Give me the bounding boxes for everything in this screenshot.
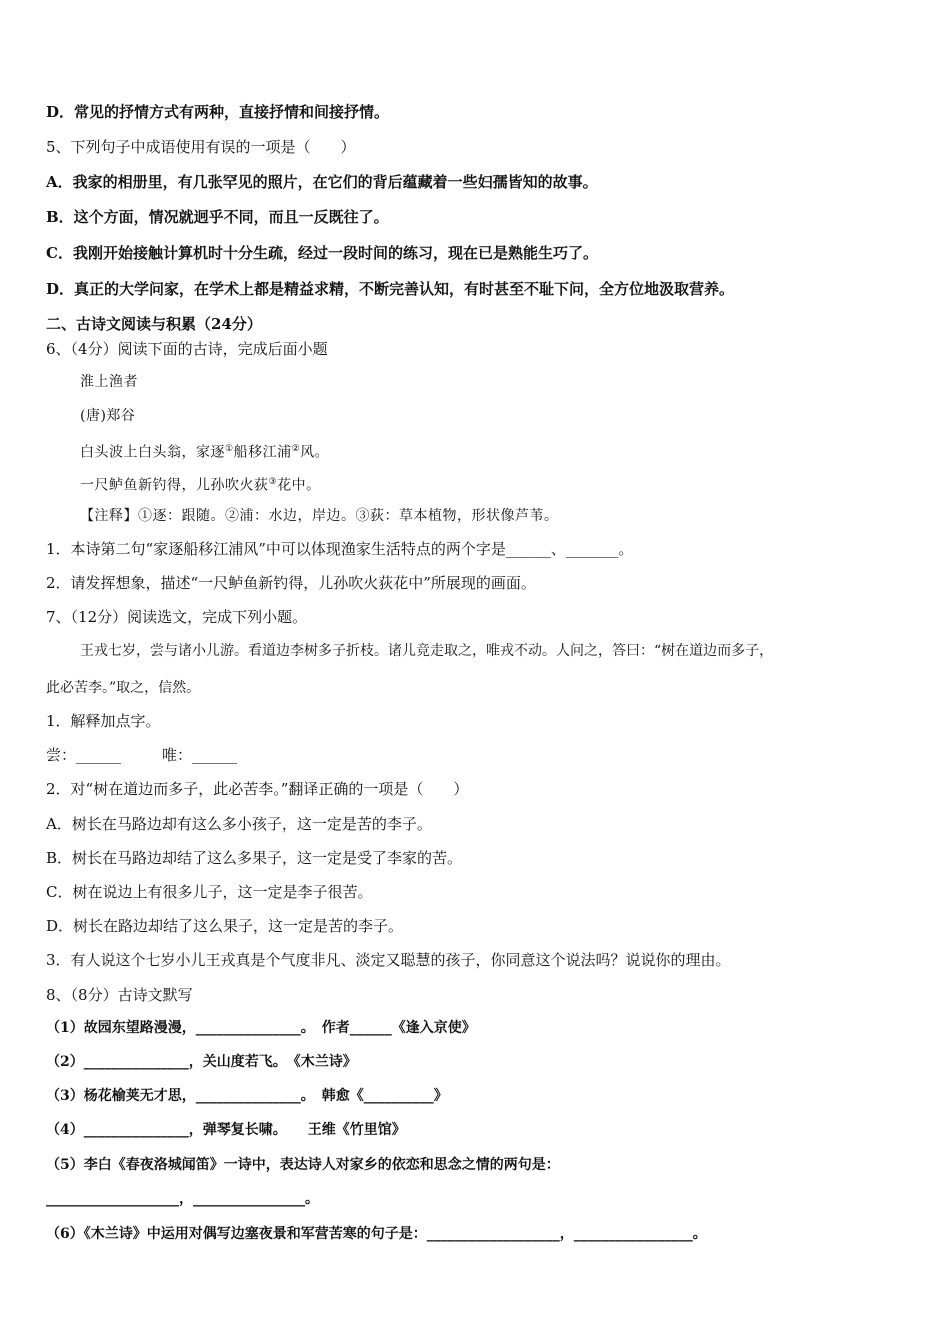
q7-option-a: A．树长在马路边却有这么多小孩子，这一定是苦的李子。 xyxy=(46,815,432,833)
q7-stem: 7、（12分）阅读选文，完成下列小题。 xyxy=(46,608,308,626)
q7-option-c: C．树在说边上有很多儿子，这一定是李子很苦。 xyxy=(46,883,373,901)
q4-option-d: D．常见的抒情方式有两种，直接抒情和间接抒情。 xyxy=(46,103,390,121)
q8-item-6: （6）《木兰诗》中运用对偶写边塞夜景和军营苦寒的句子是：___________________，_________________。 xyxy=(46,1226,707,1242)
q7-option-b: B．树长在马路边却结了这么多果子，这一定是受了李家的苦。 xyxy=(46,849,463,867)
poem-title: 淮上渔者 xyxy=(80,374,138,390)
q5-option-b: B．这个方面，情况就迥乎不同，而且一反既往了。 xyxy=(46,208,389,226)
poem-line-2-part-a: 一尺鲈鱼新钓得，儿孙吹火荻 xyxy=(80,477,269,494)
q6-stem: 6、（4分）阅读下面的古诗，完成后面小题 xyxy=(46,340,328,358)
section-2-heading: 二、古诗文阅读与积累（24分） xyxy=(46,315,262,333)
q7-blank-wei: 唯：______ xyxy=(162,746,238,764)
q8-item-2: （2）_______________，关山度若飞。 《木兰诗》 xyxy=(46,1054,357,1070)
q7-sub-3: 3．有人说这个七岁小儿王戎真是个气度非凡、淡定又聪慧的孩子，你同意这个说法吗？说说你的理由。 xyxy=(46,951,731,969)
q8-item-1: （1）故园东望路漫漫，_______________。 作者______《逢入京使》 xyxy=(46,1020,476,1036)
q5-stem: 5、下列句子中成语使用有误的一项是（ ） xyxy=(46,138,356,156)
poem-author: (唐)郑谷 xyxy=(80,408,136,424)
q7-blank-chang: 尝：______ xyxy=(46,746,122,764)
q6-sub-1: 1．本诗第二句“家逐船移江浦风”中可以体现渔家生活特点的两个字是______、_______。 xyxy=(46,540,634,558)
q8-item-5-blanks: ___________________，________________。 xyxy=(46,1191,319,1207)
poem-notes: 【注释】①逐：跟随。②浦：水边，岸边。③荻：草本植物，形状像芦苇。 xyxy=(80,508,559,524)
q8-item-3: （3）杨花榆荚无才思，_______________。 韩愈《__________》 xyxy=(46,1088,448,1104)
q6-sub-2: 2．请发挥想象，描述“一尺鲈鱼新钓得，儿孙吹火荻花中”所展现的画面。 xyxy=(46,574,536,592)
poem-line-1-part-c: 风。 xyxy=(300,444,330,461)
poem-line-1-part-b: 船移江浦 xyxy=(233,444,292,461)
q7-option-d: D．树长在路边却结了这么果子，这一定是苦的李子。 xyxy=(46,917,404,935)
q8-item-5: （5）李白《春夜洛城闻笛》一诗中，表达诗人对家乡的依恋和思念之情的两句是： xyxy=(46,1157,560,1173)
q7-sub-1: 1．解释加点字。 xyxy=(46,712,161,730)
poem-line-2-part-b: 花中。 xyxy=(277,477,321,494)
note-mark-1: ① xyxy=(225,444,234,454)
q7-passage-line-1: 王戎七岁，尝与诸小儿游。看道边李树多子折枝。诸儿竞走取之，唯戎不动。人问之，答曰：“树在道边而多子， xyxy=(80,643,774,659)
q7-sub-2: 2．对“树在道边而多子，此必苦李。”翻译正确的一项是（ ） xyxy=(46,780,469,798)
q5-option-d: D．真正的大学问家，在学术上都是精益求精，不断完善认知，有时甚至不耻下问，全方位地汲取营养。 xyxy=(46,280,735,298)
q5-option-a: A．我家的相册里，有几张罕见的照片，在它们的背后蕴藏着一些妇孺皆知的故事。 xyxy=(46,173,598,191)
q8-stem: 8、（8分）古诗文默写 xyxy=(46,986,193,1004)
q7-passage-line-2: 此必苦李。”取之，信然。 xyxy=(46,680,201,696)
q8-item-4: （4）_______________，弹琴复长啸。 王维《竹里馆》 xyxy=(46,1122,406,1138)
poem-line-1-part-a: 白头波上白头翁，家逐 xyxy=(80,444,225,461)
poem-line-1 xyxy=(80,439,329,463)
note-mark-3: ③ xyxy=(268,477,278,487)
q5-option-c: C．我刚开始接触计算机时十分生疏，经过一段时间的练习，现在已是熟能生巧了。 xyxy=(46,244,598,262)
poem-line-2 xyxy=(80,472,321,496)
note-mark-2: ② xyxy=(291,444,301,454)
